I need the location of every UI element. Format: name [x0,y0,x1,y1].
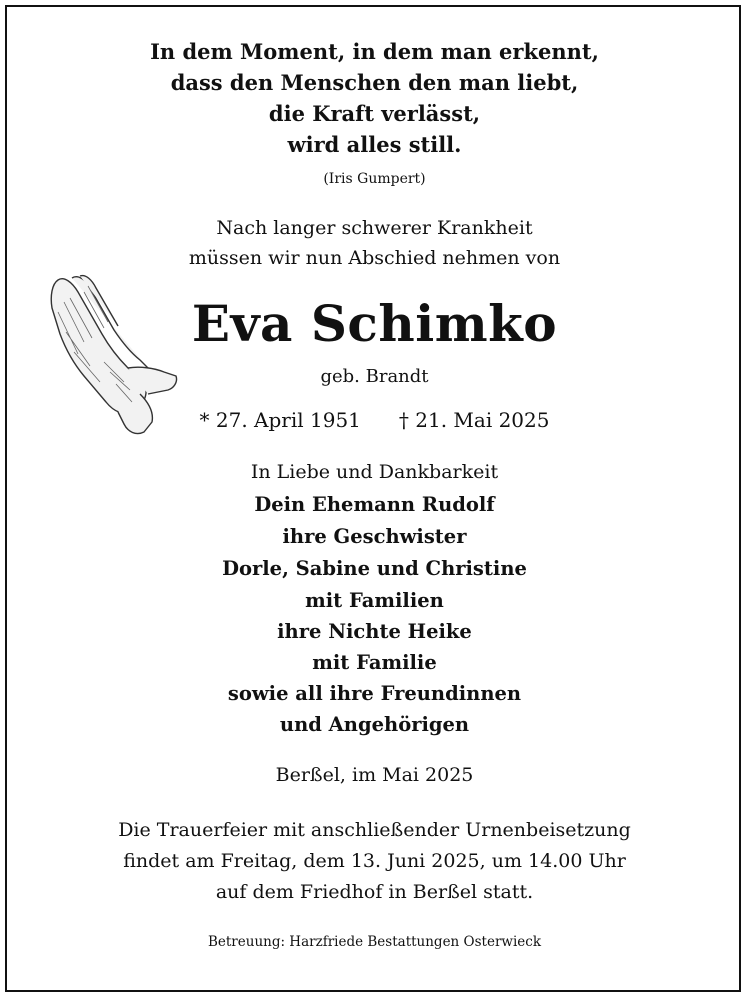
quote-line-1: In dem Moment, in dem man erkennt, [150,39,599,64]
mourner-line: Dein Ehemann Rudolf [254,493,495,516]
mourner-line: sowie all ihre Freundinnen [227,682,522,705]
quote-author: (Iris Gumpert) [323,171,426,187]
quote-line-2: dass den Menschen den man liebt, [170,70,579,95]
service-line-3: auf dem Friedhof in Berßel statt. [215,881,534,903]
mourner-line: Dorle, Sabine und Christine [222,557,527,580]
death-date: † 21. Mai 2025 [398,408,550,432]
undertaker-credit: Betreuung: Harzfriede Bestattungen Osterwieck [207,934,542,950]
mourners-opening: In Liebe und Dankbarkeit [250,461,499,483]
service-line-2: findet am Freitag, dem 13. Juni 2025, um 14.00 Uhr [123,850,626,872]
quote-line-4: wird alles still. [287,132,462,157]
deceased-name: Eva Schimko [191,294,558,353]
maiden-name: geb. Brandt [320,366,429,387]
mourner-line: mit Familie [312,651,437,674]
quote-line-3: die Kraft verlässt, [268,101,481,126]
mourner-line: ihre Nichte Heike [277,620,472,643]
place-date: Berßel, im Mai 2025 [275,764,474,786]
birth-date: * 27. April 1951 [199,408,361,432]
mourner-line: und Angehörigen [279,713,470,736]
mourner-line: ihre Geschwister [282,525,467,548]
intro-line-2: müssen wir nun Abschied nehmen von [188,247,561,269]
service-line-1: Die Trauerfeier mit anschließender Urnenbeisetzung [118,819,631,841]
mourner-line: mit Familien [305,589,444,612]
life-dates [0,408,749,432]
intro-line-1: Nach langer schwerer Krankheit [216,217,533,239]
